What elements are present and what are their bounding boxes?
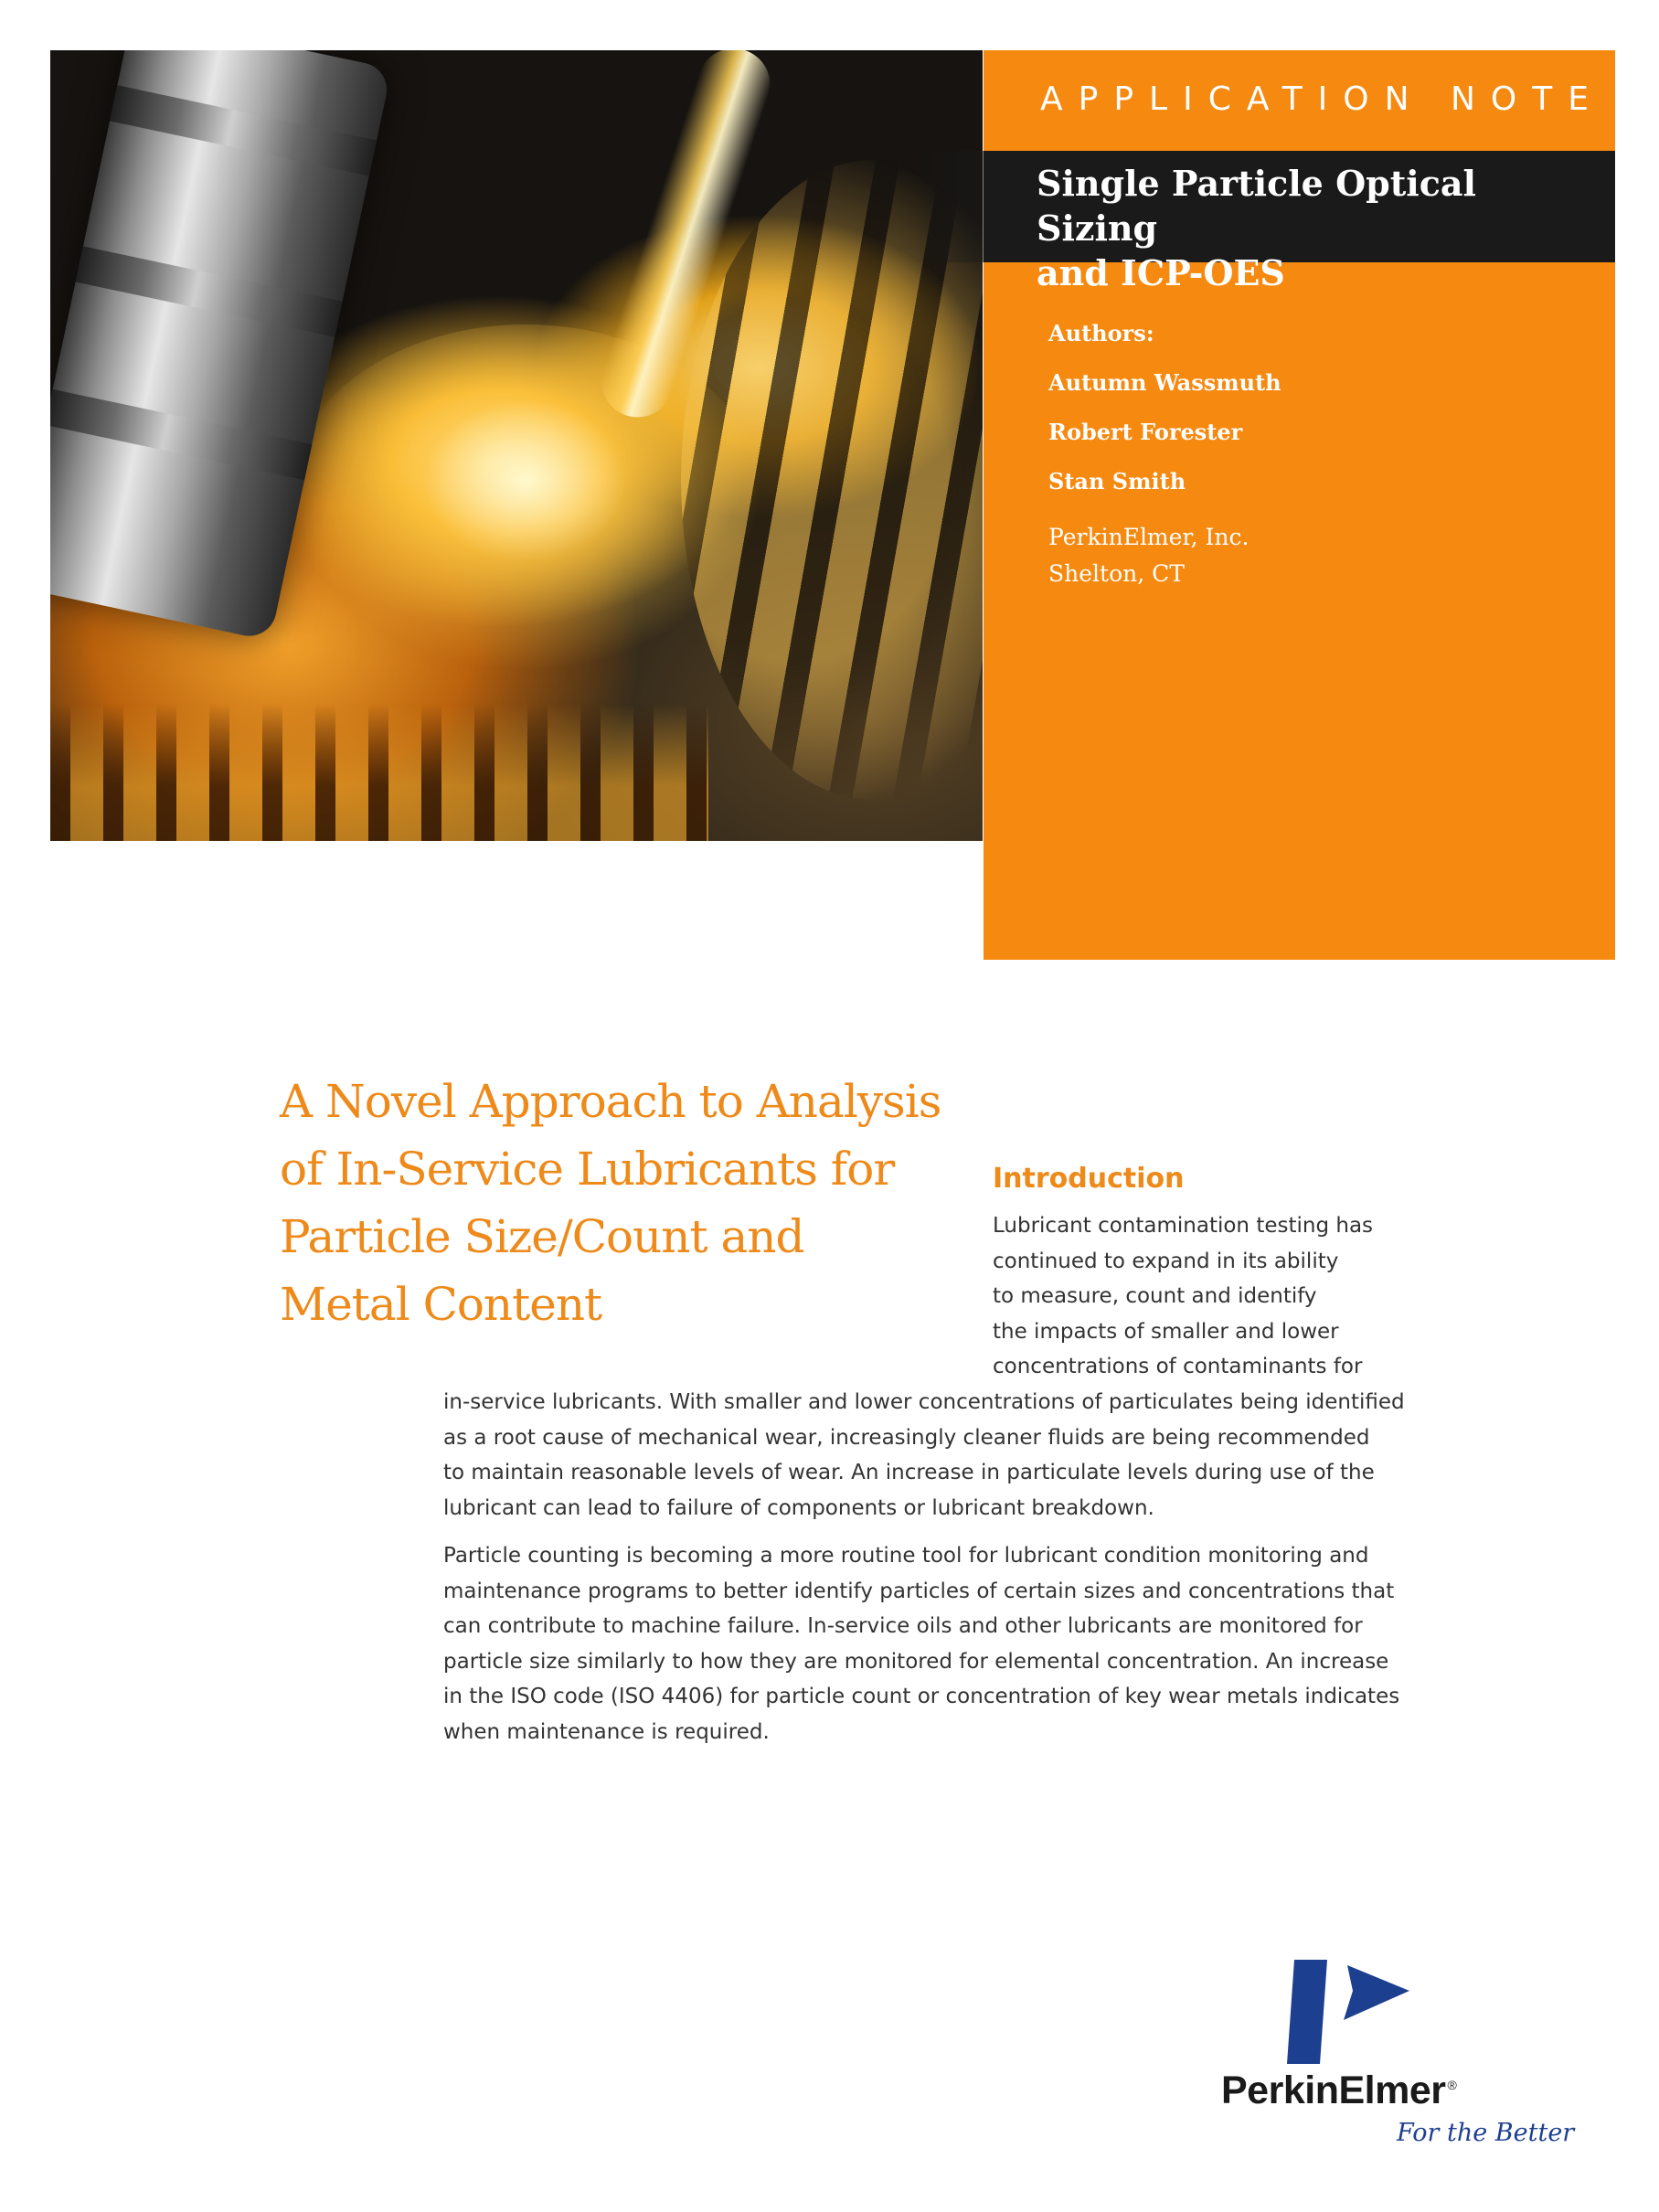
logo-tagline: For the Better (1397, 2119, 1575, 2147)
introduction-heading: Introduction (993, 1163, 1185, 1195)
text-line: lubricant can lead to failure of components or lubricant breakdown. (443, 1495, 1154, 1520)
text-line: as a root cause of mechanical wear, increasingly cleaner fluids are being recommended (443, 1425, 1370, 1450)
wordmark-part: Perkin (1221, 2068, 1339, 2112)
text-line: to measure, count and identify (993, 1284, 1317, 1308)
gear-teeth-graphic (50, 704, 708, 841)
author-name: Autumn Wassmuth (1048, 369, 1281, 396)
perkinelmer-wordmark (1221, 2068, 1456, 2113)
logo-stem-shape (1287, 1960, 1327, 2064)
subtitle-bar-fade (914, 151, 1024, 262)
text-line: in the ISO code (ISO 4406) for particle count or concentration of key wear metals indicates (443, 1685, 1400, 1708)
wordmark-part: Elmer (1338, 2068, 1446, 2112)
introduction-paragraph-2 (443, 1538, 1408, 1749)
application-note-label: APPLICATION NOTE (1040, 80, 1605, 118)
text-line: particle size similarly to how they are monitored for elemental concentration. An increase (443, 1649, 1389, 1674)
text-line: the impacts of smaller and lower (993, 1319, 1339, 1344)
hero-photo-lubricated-gears (50, 50, 983, 841)
introduction-paragraph-1 (443, 1385, 1408, 1526)
text-line: maintenance programs to better identify particles of certain sizes and concentrations that (443, 1579, 1395, 1603)
registered-mark: ® (1447, 2077, 1457, 2092)
author-name: Stan Smith (1048, 468, 1186, 495)
title-line: of In-Service Lubricants for (280, 1143, 895, 1196)
text-line: continued to expand in its ability (993, 1249, 1339, 1273)
text-line: Lubricant contamination testing has (993, 1214, 1374, 1238)
logo-arrow-shape (1344, 1965, 1409, 2020)
text-line: Particle counting is becoming a more routine tool for lubricant condition monitoring and (443, 1544, 1369, 1568)
document-subtitle (1037, 161, 1603, 295)
text-line: when maintenance is required. (443, 1719, 770, 1744)
authors-label: Authors: (1048, 320, 1154, 346)
title-line: Particle Size/Count and (280, 1210, 804, 1263)
authors-block (1048, 309, 1281, 506)
text-line: in-service lubricants. With smaller and lower concentrations of particulates being identified (443, 1390, 1405, 1414)
text-line: to maintain reasonable levels of wear. An increase in particulate levels during use of the (443, 1461, 1375, 1484)
affiliation-company: PerkinElmer, Inc. (1048, 524, 1250, 550)
title-line: A Novel Approach to Analysis (280, 1075, 941, 1128)
subtitle-line: and ICP-OES (1037, 252, 1285, 293)
text-line: concentrations of contaminants for (993, 1355, 1363, 1378)
perkinelmer-logo-icon (1283, 1956, 1430, 2066)
affiliation-location: Shelton, CT (1048, 560, 1185, 587)
oil-glow-graphic (288, 324, 763, 672)
introduction-column-text (993, 1208, 1413, 1385)
subtitle-line: Single Particle Optical Sizing (1037, 163, 1476, 249)
author-name: Robert Forester (1048, 419, 1243, 445)
title-line: Metal Content (280, 1278, 602, 1331)
page-title (280, 1068, 974, 1338)
text-line: can contribute to machine failure. In-service oils and other lubricants are monitored for (443, 1614, 1363, 1638)
affiliation (1048, 519, 1249, 592)
